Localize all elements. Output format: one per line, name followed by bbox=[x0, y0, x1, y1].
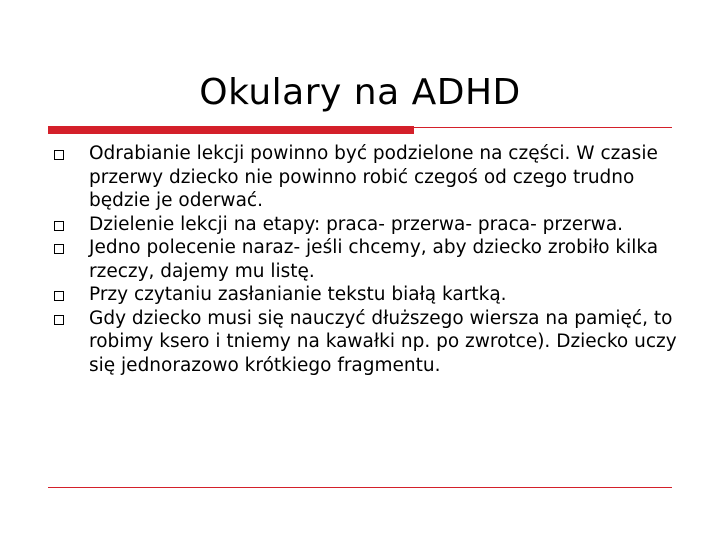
square-bullet-icon bbox=[54, 221, 64, 231]
bullet-list bbox=[48, 142, 688, 377]
title-underline-accent bbox=[48, 126, 414, 134]
bullet-item bbox=[48, 283, 688, 307]
bullet-text: Jedno polecenie naraz- jeśli chcemy, aby dziecko zrobiło kilka rzeczy, dajemy mu listę. bbox=[89, 237, 659, 282]
slide-title-text: Okulary na ADHD bbox=[199, 72, 521, 113]
bullet-item bbox=[48, 307, 688, 378]
bullet-text: Odrabianie lekcji powinno być podzielone na części. W czasie przerwy dziecko nie powinno robić czegoś od czego trudno będzie je oderwać. bbox=[89, 143, 658, 211]
bullet-text: Dzielenie lekcji na etapy: praca- przerwa- praca- przerwa. bbox=[89, 213, 624, 235]
bullet-text: Gdy dziecko musi się nauczyć dłuższego wiersza na pamięć, to robimy ksero i tniemy na kawałki np. po zwrotce). Dziecko uczy się jednorazowo krótkiego fragmentu. bbox=[89, 307, 677, 376]
square-bullet-icon bbox=[54, 315, 64, 325]
bullet-item bbox=[48, 213, 688, 237]
slide-title bbox=[0, 70, 720, 116]
square-bullet-icon bbox=[54, 291, 64, 301]
square-bullet-icon bbox=[54, 150, 64, 160]
bullet-item bbox=[48, 142, 688, 213]
bullet-text: Przy czytaniu zasłanianie tekstu białą kartką. bbox=[89, 284, 507, 305]
footer-divider bbox=[48, 487, 672, 488]
bullet-item bbox=[48, 236, 688, 283]
square-bullet-icon bbox=[54, 244, 64, 254]
